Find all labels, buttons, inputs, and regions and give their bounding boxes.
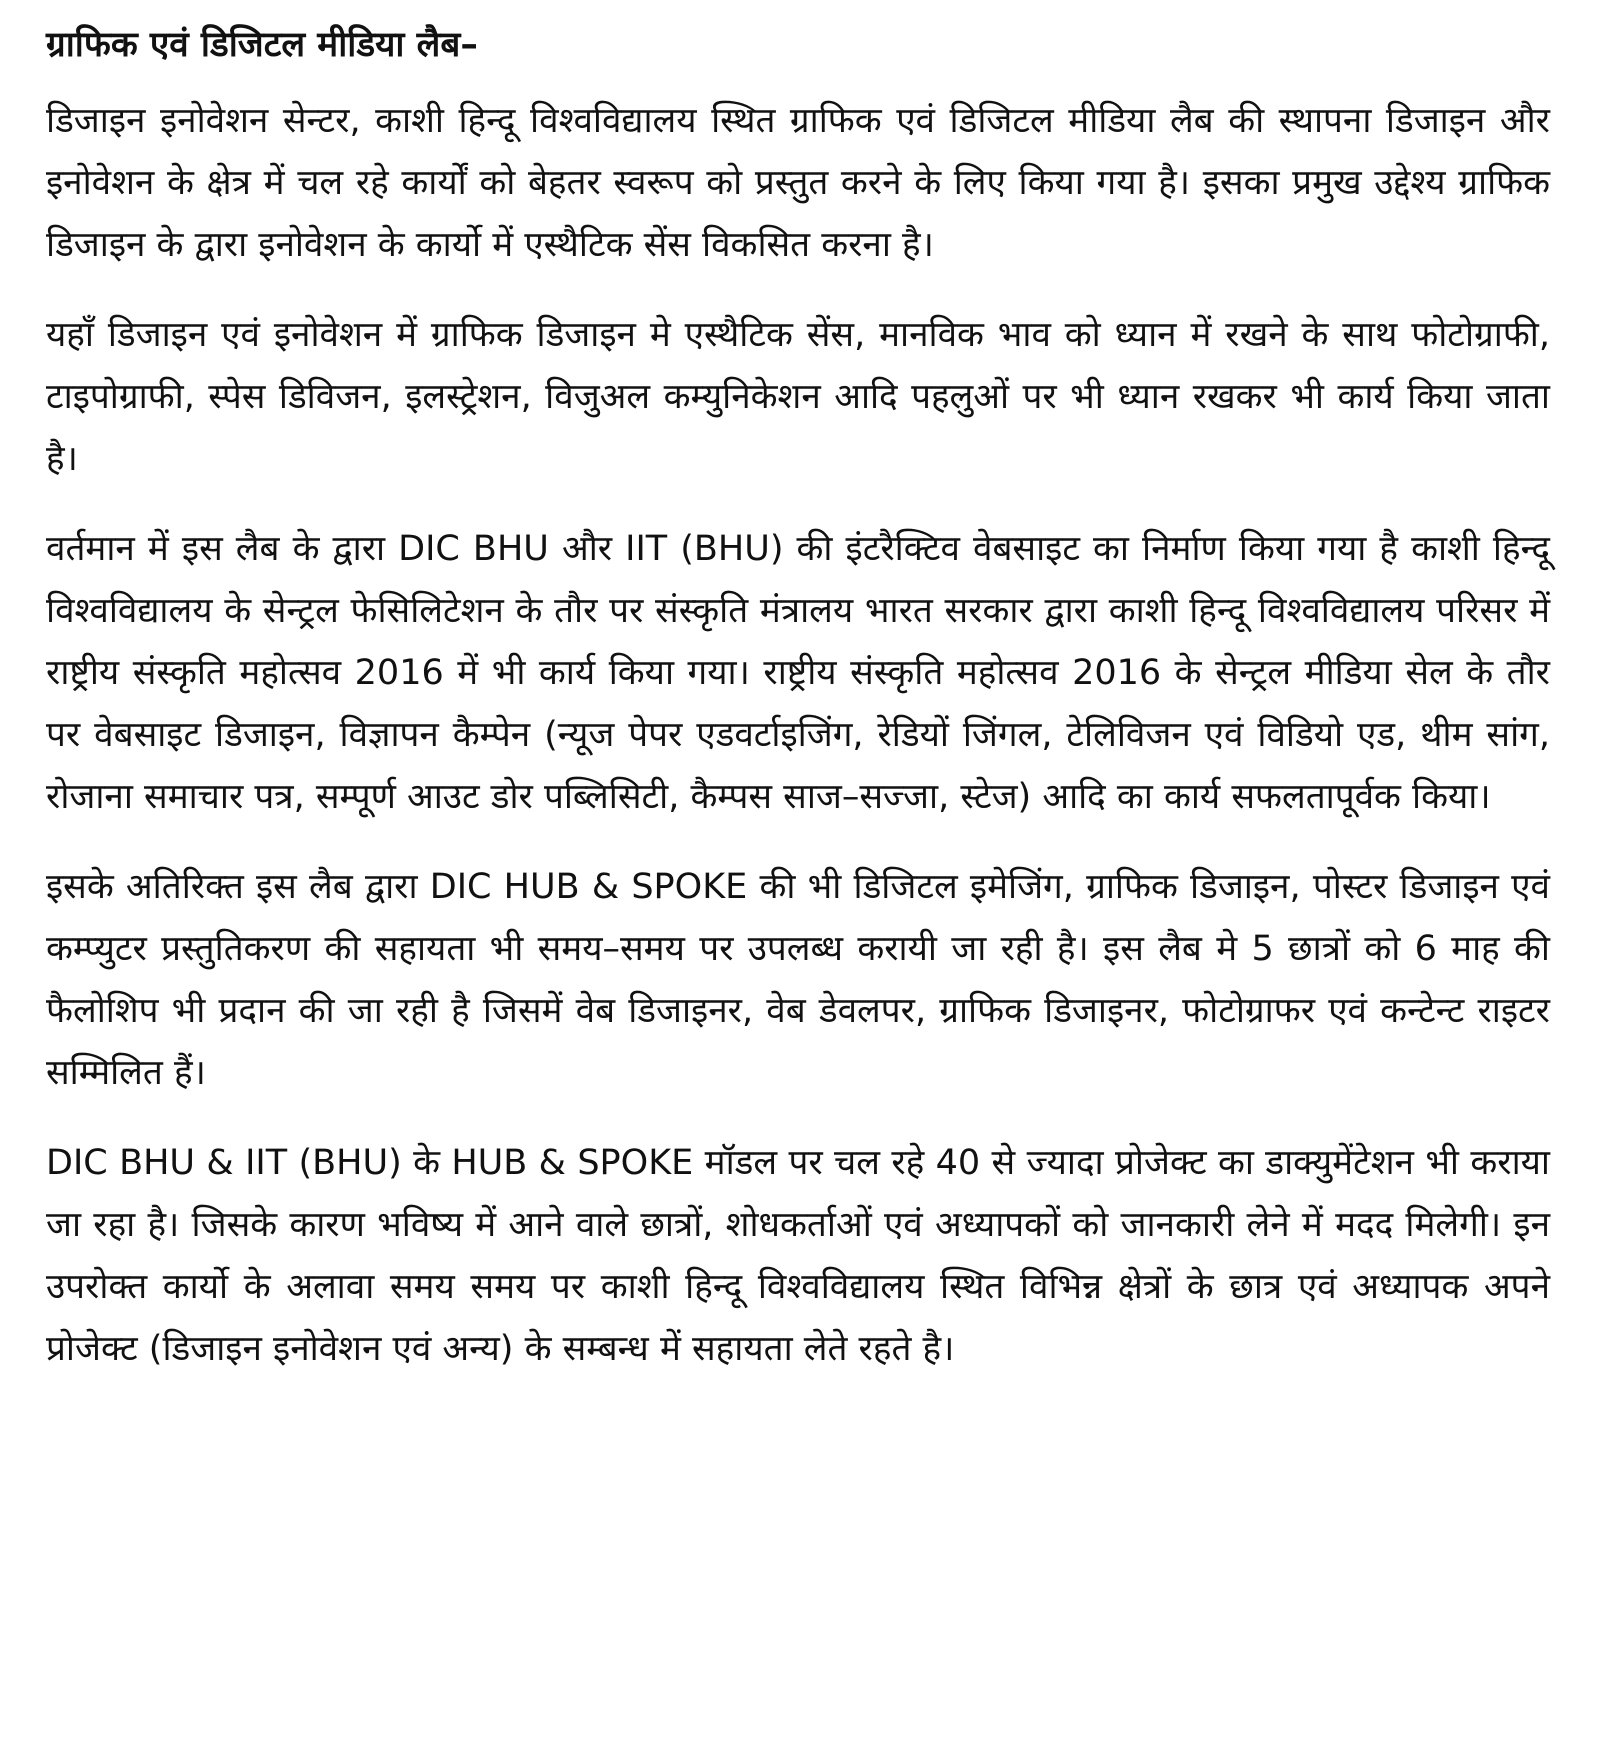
paragraph-documentation: DIC BHU & IIT (BHU) के HUB & SPOKE मॉडल पर चल रहे 40 से ज्यादा प्रोजेक्ट का डाक्युमेंटेशन भी कराया जा रहा है। जिसके कारण भविष्य में आने वाले छात्रों, शोधकर्ताओं एवं अध्यापकों को जानकारी लेने में मदद मिलेगी। इन उपरोक्त कार्यो के अलावा समय समय पर काशी हिन्दू विश्वविद्यालय स्थित विभिन्न क्षेत्रों के छात्र एवं अध्यापक अपने प्रोजेक्ट (डिजाइन इनोवेशन एवं अन्य) के सम्बन्ध में सहायता लेते रहते है। (46, 1143, 1550, 1369)
document-title: ग्राफिक एवं डिजिटल मीडिया लैब– (46, 25, 478, 65)
paragraph-additional-support: इसके अतिरिक्त इस लैब द्वारा DIC HUB & SPOKE की भी डिजिटल इमेजिंग, ग्राफिक डिजाइन, पोस्टर डिजाइन एवं कम्प्युटर प्रस्तुतिकरण की सहायता भी समय–समय पर उपलब्ध करायी जा रही है। इस लैब मे 5 छात्रों को 6 माह की फैलोशिप भी प्रदान की जा रही है जिसमें वेब डिजाइनर, वेब डेवलपर, ग्राफिक डिजाइनर, फोटोग्राफर एवं कन्टेन्ट राइटर सम्मिलित हैं। (46, 867, 1550, 1093)
paragraph-establishment: डिजाइन इनोवेशन सेन्टर, काशी हिन्दू विश्वविद्यालय स्थित ग्राफिक एवं डिजिटल मीडिया लैब की स्थापना डिजाइन और इनोवेशन के क्षेत्र में चल रहे कार्यों को बेहतर स्वरूप को प्रस्तुत करने के लिए किया गया है। इसका प्रमुख उद्देश्य ग्राफिक डिजाइन के द्वारा इनोवेशन के कार्यो में एस्थैटिक सेंस विकसित करना है। (46, 101, 1550, 265)
document-page (46, 14, 1550, 1408)
paragraph-design-aspects: यहाँ डिजाइन एवं इनोवेशन में ग्राफिक डिजाइन मे एस्थैटिक सेंस, मानविक भाव को ध्यान में रखने के साथ फोटोग्राफी, टाइपोग्राफी, स्पेस डिविजन, इलस्ट्रेशन, विजुअल कम्युनिकेशन आदि पहलुओं पर भी ध्यान रखकर भी कार्य किया जाता है। (46, 315, 1550, 479)
paragraph-current-work: वर्तमान में इस लैब के द्वारा DIC BHU और IIT (BHU) की इंटरैक्टिव वेबसाइट का निर्माण किया गया है काशी हिन्दू विश्वविद्यालय के सेन्ट्रल फेसिलिटेशन के तौर पर संस्कृति मंत्रालय भारत सरकार द्वारा काशी हिन्दू विश्वविद्यालय परिसर में राष्ट्रीय संस्कृति महोत्सव 2016 में भी कार्य किया गया। राष्ट्रीय संस्कृति महोत्सव 2016 के सेन्ट्रल मीडिया सेल के तौर पर वेबसाइट डिजाइन, विज्ञापन कैम्पेन (न्यूज पेपर एडवर्टाइजिंग, रेडियों जिंगल, टेलिविजन एवं विडियो एड, थीम सांग, रोजाना समाचार पत्र, सम्पूर्ण आउट डोर पब्लिसिटी, कैम्पस साज–सज्जा, स्टेज) आदि का कार्य सफलतापूर्वक किया। (46, 529, 1550, 817)
